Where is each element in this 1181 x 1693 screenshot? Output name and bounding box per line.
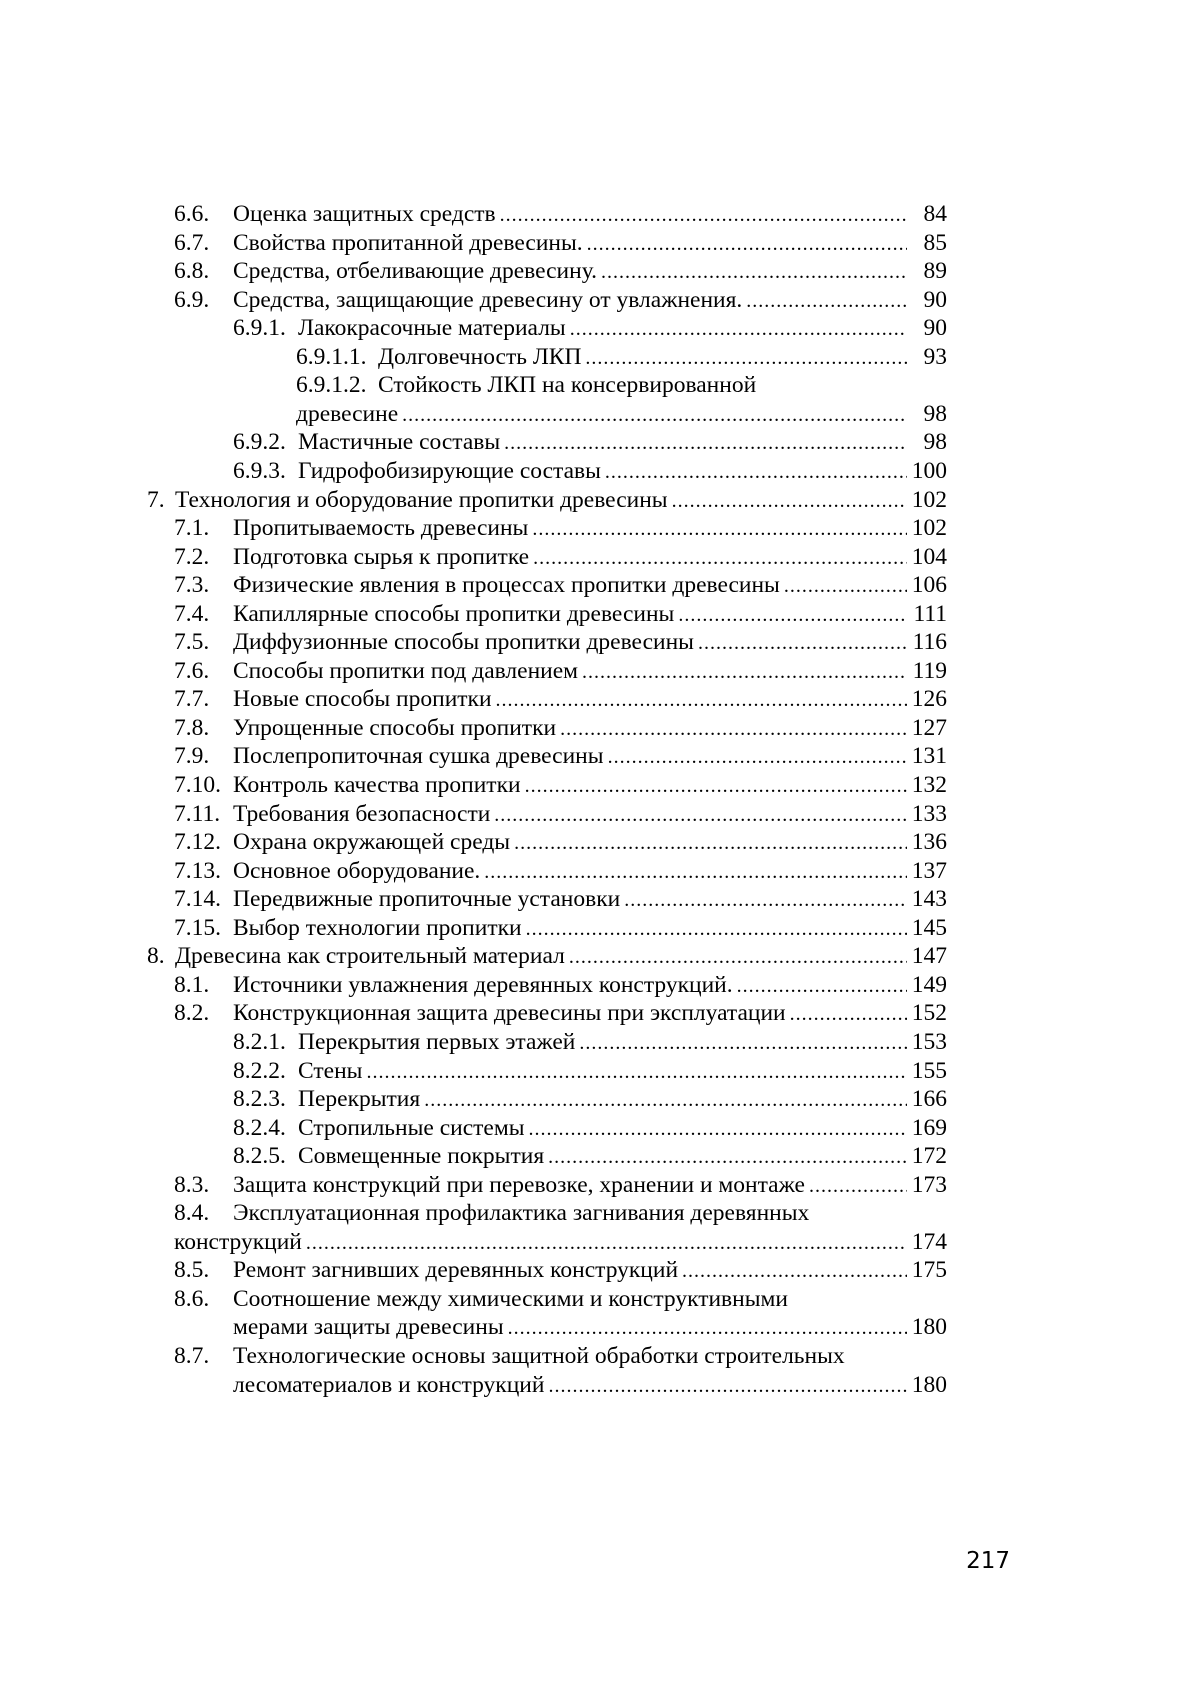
toc-entry-number: 7.5. [174, 629, 210, 656]
toc-entry [147, 485, 947, 515]
toc-entry-title: Физические явления в процессах пропитки древесины [233, 572, 780, 599]
toc-entry [174, 998, 947, 1028]
dot-leader [570, 314, 907, 344]
toc-entry-number: 8.3. [174, 1171, 210, 1198]
toc-entry-title: Источники увлажнения деревянных конструкций. [233, 971, 733, 998]
dot-leader [496, 685, 907, 715]
toc-entry [147, 941, 947, 971]
toc-entry-title: Требования безопасности [233, 800, 491, 827]
toc-entry-page: 155 [911, 1057, 947, 1084]
toc-entry [233, 1027, 947, 1057]
toc-entry-page: 175 [911, 1257, 947, 1284]
toc-entry-number: 7.7. [174, 686, 210, 713]
toc-entry [174, 1198, 947, 1228]
toc-entry-title: Охрана окружающей среды [233, 829, 511, 856]
toc-entry [174, 542, 947, 572]
toc-entry-title: Ремонт загнивших деревянных конструкций [233, 1257, 679, 1284]
toc-entry-page: 106 [911, 572, 947, 599]
toc-entry-title: Послепропиточная сушка древесины [233, 743, 604, 770]
toc-entry [174, 228, 947, 258]
toc-entry [174, 856, 947, 886]
toc-entry-title: Технологические основы защитной обработки строительных [233, 1343, 845, 1369]
toc-entry [233, 1370, 947, 1400]
dot-leader [682, 1256, 907, 1286]
toc-entry-title: Защита конструкций при перевозке, хранении и монтаже [233, 1171, 805, 1198]
dot-leader [504, 428, 907, 458]
toc-entry-title: Конструкционная защита древесины при эксплуатации [233, 1000, 786, 1027]
toc-entry-page: 180 [911, 1314, 947, 1341]
toc-entry-title: Перекрытия [298, 1086, 421, 1113]
toc-entry-number: 7.8. [174, 714, 210, 741]
toc-entry [174, 1255, 947, 1285]
toc-entry [296, 342, 947, 372]
dot-leader [526, 914, 907, 944]
toc-entry [233, 456, 947, 486]
toc-entry-number: 8.6. [174, 1285, 210, 1312]
toc-entry-number: 6.9.1. [233, 315, 286, 342]
toc-entry-number: 6.9. [174, 286, 210, 313]
toc-entry-number: 8.5. [174, 1257, 210, 1284]
toc-entry [233, 1113, 947, 1143]
toc-entry [174, 656, 947, 686]
toc-entry-title: Диффузионные способы пропитки древесины [233, 629, 694, 656]
dot-leader [737, 971, 907, 1001]
toc-entry-title: Способы пропитки под давлением [233, 657, 579, 684]
toc-entry-number: 7.6. [174, 657, 210, 684]
toc-entry-title: Капиллярные способы пропитки древесины [233, 600, 675, 627]
toc-entry-title: Новые способы пропитки [233, 686, 492, 713]
toc-entry-number: 7. [147, 486, 165, 513]
toc-entry-title: Древесина как строительный материал [175, 943, 565, 970]
toc-entry-number: 7.13. [174, 857, 221, 884]
toc-entry [174, 684, 947, 714]
dot-leader [678, 600, 907, 630]
toc-entry-page: 127 [911, 714, 947, 741]
toc-entry [174, 285, 947, 315]
toc-entry-page: 93 [923, 343, 947, 370]
toc-entry-page: 102 [911, 515, 947, 542]
toc-entry-title: Передвижные пропиточные установки [233, 886, 621, 913]
toc-entry-number: 8.7. [174, 1343, 210, 1369]
toc-entry-number: 8.2.1. [233, 1028, 286, 1055]
toc-entry-number: 6.8. [174, 258, 210, 285]
toc-entry-number: 8.2.5. [233, 1143, 286, 1170]
toc-entry-number: 7.9. [174, 743, 210, 770]
toc-entry-page: 173 [911, 1171, 947, 1198]
toc-entry-title: Средства, защищающие древесину от увлажнения. [233, 286, 743, 313]
dot-leader [784, 571, 907, 601]
toc-entry [233, 1141, 947, 1171]
toc-entry-number: 8.2.4. [233, 1114, 286, 1141]
toc-entry-title: Контроль качества пропитки [233, 772, 521, 798]
page-number: 217 [966, 1548, 1010, 1574]
toc-entry-number: 8. [147, 943, 165, 970]
dot-leader [582, 657, 907, 687]
dot-leader [579, 1028, 907, 1058]
toc-entry-title: Перекрытия первых этажей [298, 1028, 576, 1055]
toc-entry-title: мерами защиты древесины [233, 1314, 504, 1341]
dot-leader [424, 1085, 907, 1115]
toc-entry [174, 713, 947, 743]
toc-entry-title: Гидрофобизирующие составы [298, 457, 601, 484]
dot-leader [533, 543, 907, 573]
toc-entry-page: 126 [911, 686, 947, 713]
toc-entry-number: 6.9.2. [233, 429, 286, 456]
toc-entry-number: 6.9.3. [233, 457, 286, 484]
toc-entry-page: 102 [911, 486, 947, 513]
toc-entry-page: 89 [923, 258, 947, 285]
toc-entry-number: 8.1. [174, 971, 210, 998]
toc-entry-page: 136 [911, 829, 947, 856]
dot-leader [500, 200, 907, 230]
toc-entry-title: Технология и оборудование пропитки древесины [175, 486, 668, 513]
toc-entry-page: 174 [911, 1228, 947, 1255]
toc-entry [174, 741, 947, 771]
toc-entry [174, 256, 947, 286]
dot-leader [529, 1114, 908, 1144]
toc-entry-title: Стены [298, 1057, 363, 1084]
toc-entry [233, 1084, 947, 1114]
toc-entry-page: 100 [911, 457, 947, 484]
toc-entry [174, 827, 947, 857]
toc-entry-number: 7.14. [174, 886, 221, 913]
toc-entry-title: Оценка защитных средств [233, 201, 496, 227]
toc-entry [174, 1341, 947, 1371]
toc-entry-number: 8.2.3. [233, 1086, 286, 1113]
toc-entry-title: Соотношение между химическими и конструктивными [233, 1285, 788, 1312]
dot-leader [560, 714, 907, 744]
dot-leader [366, 1057, 907, 1087]
toc-entry-page: 85 [923, 229, 947, 256]
toc-entry-title: Лакокрасочные материалы [298, 315, 566, 342]
toc-entry-title: Пропитываемость древесины [233, 515, 529, 542]
toc-entry-title: древесине [296, 400, 399, 427]
dot-leader [402, 400, 907, 430]
toc-entry-title: Средства, отбеливающие древесину. [233, 258, 597, 285]
dot-leader [585, 343, 907, 373]
toc-entry-page: 84 [923, 201, 947, 227]
dot-leader [746, 286, 907, 316]
toc-entry [296, 370, 947, 400]
toc-entry-page: 172 [911, 1143, 947, 1170]
toc-entry [174, 770, 947, 800]
toc-entry [174, 199, 947, 229]
toc-entry-title: Мастичные составы [298, 429, 501, 456]
toc-entry [174, 513, 947, 543]
toc-entry-number: 7.3. [174, 572, 210, 599]
toc-entry-number: 6.6. [174, 201, 210, 227]
toc-entry-number: 6.7. [174, 229, 210, 256]
toc-entry-number: 7.1. [174, 515, 210, 542]
toc-entry-page: 119 [912, 657, 947, 684]
dot-leader [484, 857, 907, 887]
dot-leader [548, 1371, 907, 1401]
toc-entry-number: 8.2. [174, 1000, 210, 1027]
toc-entry-title: Долговечность ЛКП [378, 343, 582, 370]
dot-leader [569, 942, 907, 972]
toc-entry [174, 599, 947, 629]
dot-leader [514, 828, 907, 858]
toc-entry-page: 147 [911, 943, 947, 970]
toc-entry-title: Упрощенные способы пропитки [233, 714, 557, 741]
toc-entry-page: 132 [911, 772, 947, 798]
toc-entry-page: 153 [911, 1028, 947, 1055]
toc-entry-page: 98 [923, 429, 947, 456]
toc-entry-page: 166 [911, 1086, 947, 1113]
dot-leader [608, 742, 907, 772]
toc-entry-number: 7.4. [174, 600, 210, 627]
toc-entry [174, 970, 947, 1000]
dot-leader [508, 1313, 907, 1343]
toc-entry-title: конструкций [174, 1228, 302, 1255]
toc-entry [174, 1170, 947, 1200]
toc-entry-page: 169 [911, 1114, 947, 1141]
toc-entry [233, 427, 947, 457]
toc-entry-page: 90 [923, 315, 947, 342]
toc-entry [174, 884, 947, 914]
dot-leader [494, 800, 907, 830]
toc-entry-page: 145 [911, 914, 947, 941]
dot-leader [532, 514, 907, 544]
toc-entry-page: 149 [911, 971, 947, 998]
toc-entry [233, 313, 947, 343]
toc-entry-page: 90 [923, 286, 947, 313]
toc-entry-title: Свойства пропитанной древесины. [233, 229, 583, 256]
dot-leader [698, 628, 907, 658]
toc-entry-number: 7.2. [174, 543, 210, 570]
toc-entry-page: 180 [911, 1371, 947, 1398]
dot-leader [809, 1171, 907, 1201]
toc-entry-page: 152 [911, 1000, 947, 1027]
toc-entry-number: 7.15. [174, 914, 221, 941]
toc-entry-page: 131 [911, 743, 947, 770]
toc-entry [233, 1056, 947, 1086]
toc-entry-number: 7.10. [174, 772, 221, 798]
toc-entry [296, 399, 947, 429]
dot-leader [306, 1228, 907, 1258]
dot-leader [624, 885, 907, 915]
toc-entry-title: Совмещенные покрытия [298, 1143, 545, 1170]
toc-entry [174, 799, 947, 829]
toc-entry-title: Стропильные системы [298, 1114, 525, 1141]
dot-leader [548, 1142, 907, 1172]
toc-entry-page: 98 [923, 400, 947, 427]
toc-entry-title: Подготовка сырья к пропитке [233, 543, 530, 570]
toc-entry-title: Стойкость ЛКП на консервированной [378, 372, 757, 399]
toc-entry-page: 143 [911, 886, 947, 913]
dot-leader [605, 457, 907, 487]
dot-leader [525, 771, 907, 801]
toc-entry-number: 6.9.1.1. [296, 343, 367, 370]
dot-leader [672, 486, 907, 516]
toc-entry-page: 111 [913, 600, 947, 627]
toc-entry-number: 8.4. [174, 1200, 210, 1227]
toc-entry-page: 133 [911, 800, 947, 827]
dot-leader [790, 999, 907, 1029]
toc-entry-title: лесоматериалов и конструкций [233, 1371, 545, 1398]
toc-entry [174, 913, 947, 943]
toc-entry-page: 137 [911, 857, 947, 884]
dot-leader [601, 257, 907, 287]
toc-entry [174, 1284, 947, 1314]
toc-entry [174, 1227, 947, 1257]
toc-entry-number: 7.12. [174, 829, 221, 856]
toc-entry-number: 7.11. [174, 800, 221, 827]
toc-entry-number: 8.2.2. [233, 1057, 286, 1084]
toc-entry-number: 6.9.1.2. [296, 372, 367, 399]
toc-entry [174, 627, 947, 657]
toc-entry-page: 116 [912, 629, 947, 656]
toc-entry-page: 104 [911, 543, 947, 570]
toc-entry-title: Эксплуатационная профилактика загнивания деревянных [233, 1200, 810, 1227]
toc-entry-title: Основное оборудование. [233, 857, 481, 884]
dot-leader [587, 229, 907, 259]
toc-entry [233, 1312, 947, 1342]
toc-entry-title: Выбор технологии пропитки [233, 914, 522, 941]
toc-entry [174, 570, 947, 600]
